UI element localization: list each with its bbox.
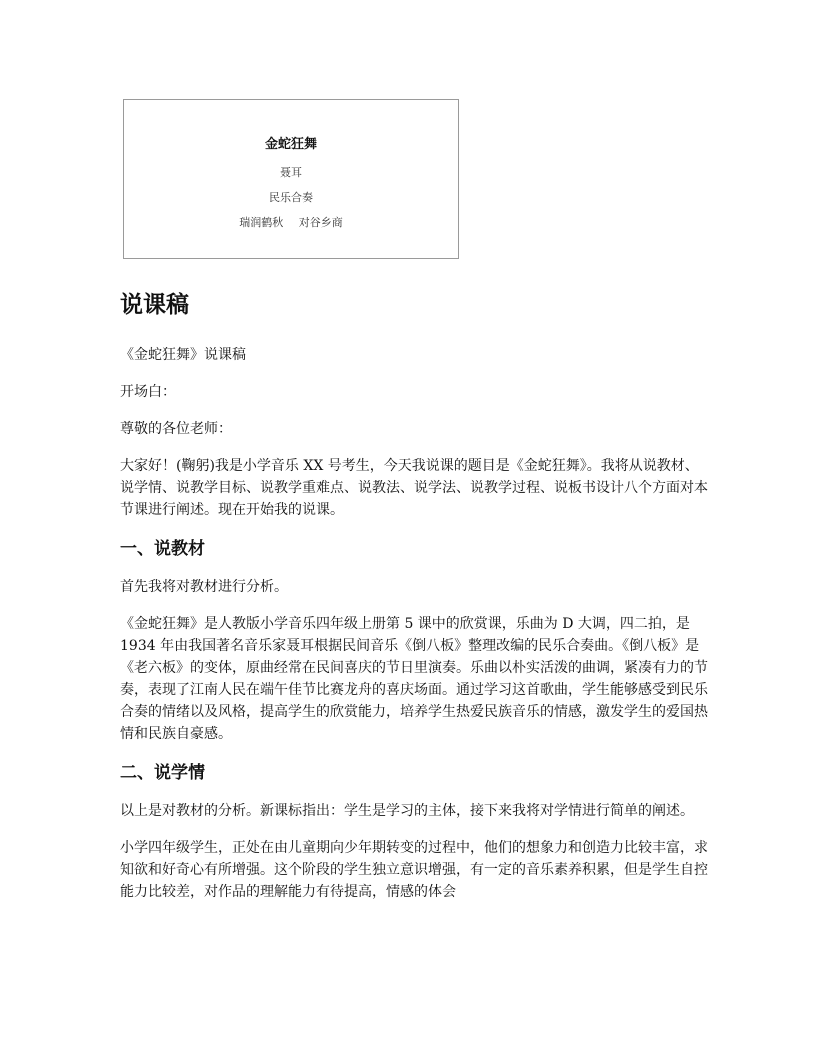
cover-performer: 对谷乡商 [298, 216, 343, 229]
section-paragraph: 小学四年级学生，正处在由儿童期向少年期转变的过程中，他们的想象力和创造力比较丰富，求知欲和好奇心有所增强。这个阶段的学生独立意识增强，有一定的音乐素养积累，但是学生自控能力比较差，对作品的理解能力有待提高，情感的体会 [120, 840, 708, 900]
section-heading: 一、说教材 [120, 539, 205, 559]
section-paragraph: 《金蛇狂舞》是人教版小学音乐四年级上册第 5 课中的欣赏课，乐曲为 D 大调，四二拍，是 1934 年由我国著名音乐家聂耳根据民间音乐《倒八板》整理改编的民乐合奏曲。《倒八板》是《老六板》的变体，原曲经常在民间喜庆的节日里演奏。乐曲以朴实活泼的曲调，紧凑有力的节奏，表现了江南人民在端午佳节比赛龙舟的喜庆场面。通过学习这首歌曲，学生能够感受到民乐合奏的情绪以及风格，提高学生的欣赏能力，培养学生热爱民族音乐的情感，激发学生的爱国热情和民族自豪感。 [120, 616, 708, 742]
opening-label: 开场白： [120, 384, 176, 400]
cover-performers [124, 214, 458, 230]
section-paragraph: 首先我将对教材进行分析。 [120, 579, 288, 595]
cover-box [123, 99, 459, 259]
cover-composer: 聂耳 [280, 166, 302, 179]
document-body [120, 288, 710, 918]
greeting: 尊敬的各位老师： [120, 421, 232, 437]
section-paragraph: 以上是对教材的分析。新课标指出：学生是学习的主体，接下来我将对学情进行简单的阐述。 [120, 803, 694, 819]
document-subtitle: 《金蛇狂舞》说课稿 [120, 347, 246, 363]
document-title: 说课稿 [120, 292, 189, 318]
cover-title: 金蛇狂舞 [264, 137, 317, 152]
cover-genre: 民乐合奏 [269, 191, 313, 204]
intro-paragraph: 大家好！(鞠躬)我是小学音乐 XX 号考生，今天我说课的题目是《金蛇狂舞》。我将从说教材、说学情、说教学目标、说教学重难点、说教法、说学法、说教学过程、说板书设计八个方面对本节课进行阐述。现在开始我的说课。 [120, 458, 708, 518]
cover-performer: 瑞润鹤秋 [239, 216, 284, 229]
section-heading: 二、说学情 [120, 763, 205, 783]
